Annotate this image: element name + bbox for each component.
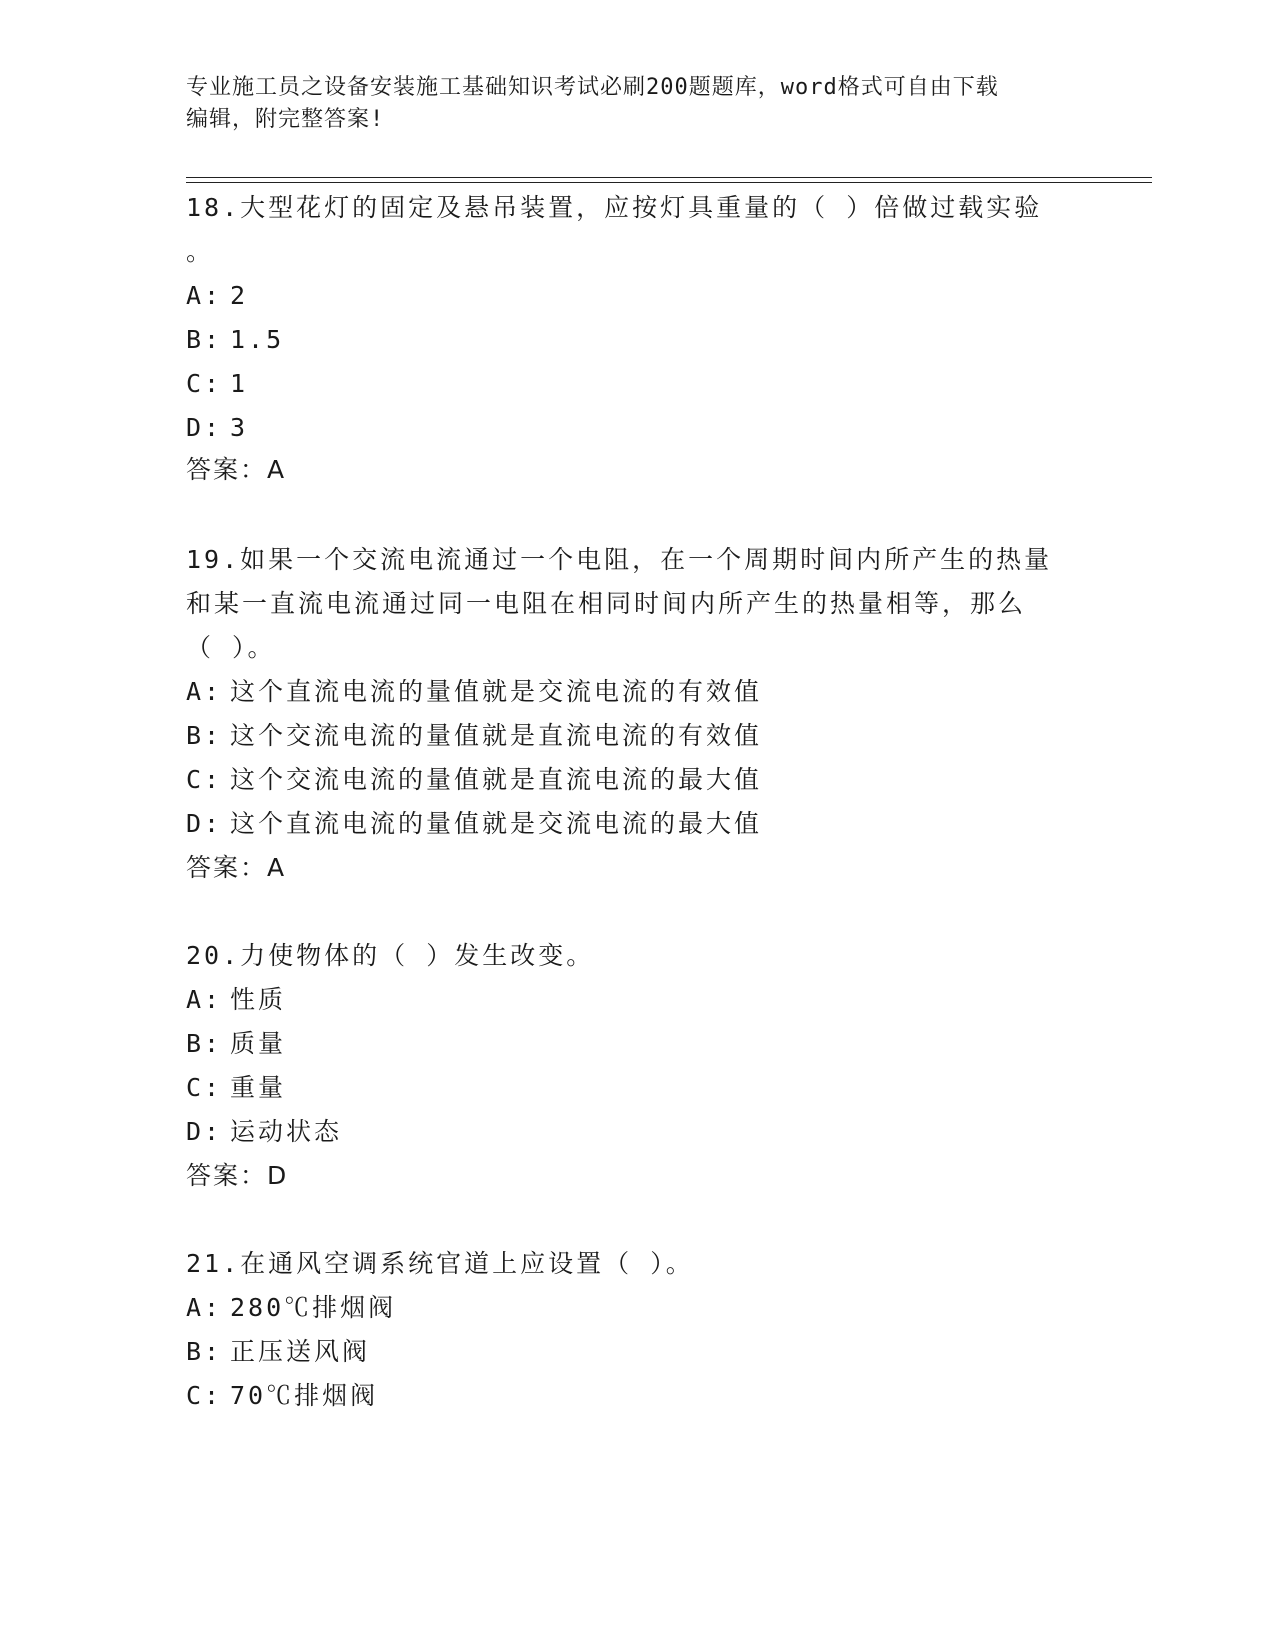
header-divider-bottom <box>186 182 1152 183</box>
option-text: 1 <box>230 369 249 398</box>
option-text: 70℃排烟阀 <box>230 1381 379 1410</box>
option-text: 1.5 <box>230 325 285 354</box>
question-18-stem-line-2: 。 <box>186 237 215 266</box>
question-19-option-d <box>186 808 762 840</box>
question-21-option-c <box>186 1380 378 1412</box>
option-text: 正压送风阀 <box>230 1337 371 1366</box>
option-text: 性质 <box>230 985 287 1014</box>
question-20-option-a <box>186 984 286 1016</box>
question-20-stem-line-1: 20.力使物体的（ ）发生改变。 <box>186 941 595 970</box>
document-header <box>186 72 1066 136</box>
question-19-stem-line-1: 19.如果一个交流电流通过一个电阻，在一个周期时间内所产生的热量 <box>186 545 1053 574</box>
question-21-option-a <box>186 1292 396 1324</box>
option-text: 重量 <box>230 1073 287 1102</box>
question-18-answer: 答案：A <box>186 455 287 484</box>
option-text: 2 <box>230 281 249 310</box>
option-label: D: <box>186 413 223 442</box>
question-20-option-d <box>186 1116 342 1148</box>
question-20-option-b <box>186 1028 286 1060</box>
question-18-option-d <box>186 412 248 444</box>
option-label: D: <box>186 1117 223 1146</box>
option-label: B: <box>186 325 223 354</box>
question-19-option-a <box>186 676 762 708</box>
option-text: 这个交流电流的量值就是直流电流的有效值 <box>230 721 763 750</box>
question-18-option-a <box>186 280 248 312</box>
header-divider-top <box>186 177 1152 178</box>
option-label: B: <box>186 721 223 750</box>
question-20-answer: 答案：D <box>186 1161 289 1190</box>
option-text: 280℃排烟阀 <box>230 1293 397 1322</box>
option-label: A: <box>186 281 223 310</box>
option-label: C: <box>186 1381 223 1410</box>
option-label: A: <box>186 1293 223 1322</box>
option-label: C: <box>186 369 223 398</box>
question-21-option-b <box>186 1336 370 1368</box>
option-text: 质量 <box>230 1029 287 1058</box>
option-text: 运动状态 <box>230 1117 343 1146</box>
question-19-stem-line-2: 和某一直流电流通过同一电阻在相同时间内所产生的热量相等，那么 <box>186 589 1027 618</box>
question-20-option-c <box>186 1072 286 1104</box>
question-18-stem-line-1: 18.大型花灯的固定及悬吊装置，应按灯具重量的（ ）倍做过载实验 <box>186 193 1043 222</box>
option-label: B: <box>186 1337 223 1366</box>
option-label: C: <box>186 765 223 794</box>
option-label: B: <box>186 1029 223 1058</box>
header-line-1: 专业施工员之设备安装施工基础知识考试必刷200题题库，word格式可自由下载 <box>186 75 999 100</box>
option-text: 这个交流电流的量值就是直流电流的最大值 <box>230 765 763 794</box>
question-18-option-c <box>186 368 248 400</box>
question-18-option-b <box>186 324 284 356</box>
question-19-stem-line-3: （ ）。 <box>186 633 276 662</box>
option-text: 这个直流电流的量值就是交流电流的最大值 <box>230 809 763 838</box>
option-text: 这个直流电流的量值就是交流电流的有效值 <box>230 677 763 706</box>
option-label: C: <box>186 1073 223 1102</box>
option-label: A: <box>186 985 223 1014</box>
question-21-stem-line-1: 21.在通风空调系统官道上应设置（ ）。 <box>186 1249 694 1278</box>
question-19-option-c <box>186 764 762 796</box>
question-19-answer: 答案：A <box>186 853 287 882</box>
option-text: 3 <box>230 413 249 442</box>
question-19-option-b <box>186 720 762 752</box>
header-line-2: 编辑，附完整答案! <box>186 107 385 132</box>
option-label: A: <box>186 677 223 706</box>
option-label: D: <box>186 809 223 838</box>
